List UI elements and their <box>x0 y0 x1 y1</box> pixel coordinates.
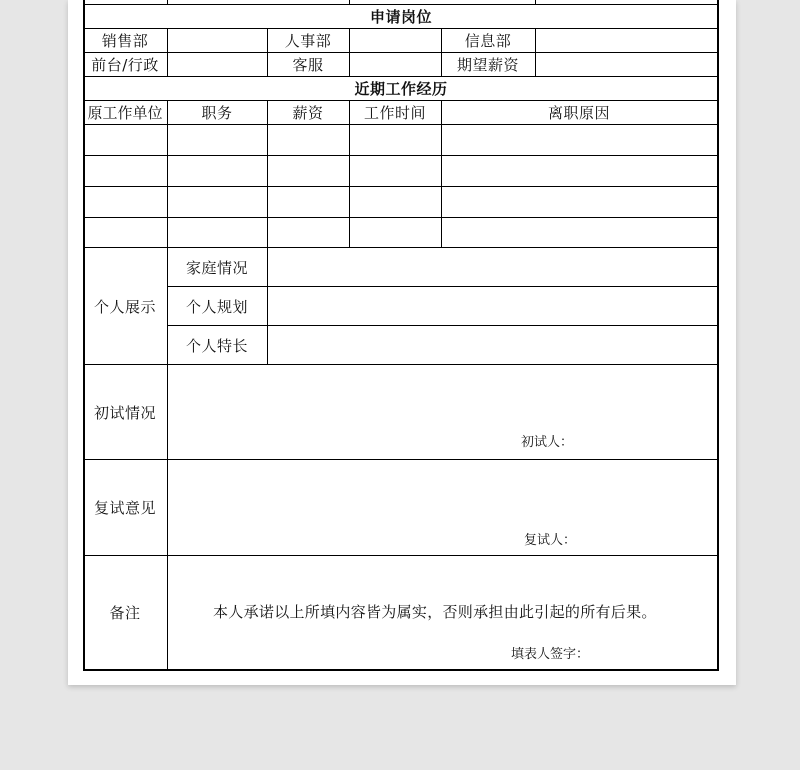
position-sales: 销售部 <box>101 32 149 50</box>
position-it: 信息部 <box>464 32 512 50</box>
application-form-table <box>83 0 719 671</box>
personal-strengths-label: 个人特长 <box>185 336 248 355</box>
applicant-declaration: 本人承诺以上所填内容皆为属实，否则承担由此引起的所有后果。 <box>213 603 657 621</box>
position-customer-service: 客服 <box>292 56 324 74</box>
header-work-period: 工作时间 <box>363 104 426 122</box>
expected-salary-label: 期望薪资 <box>456 56 519 74</box>
first-interviewer-signature-label: 初试人： <box>521 435 574 450</box>
family-situation-label: 家庭情况 <box>185 258 248 277</box>
header-salary: 薪资 <box>292 104 324 122</box>
section-title-position: 申请岗位 <box>369 8 432 26</box>
personal-display-label: 个人展示 <box>93 297 156 316</box>
remarks-label: 备注 <box>109 603 141 622</box>
applicant-signature-label: 填表人签字： <box>511 647 590 662</box>
personal-plan-label: 个人规划 <box>185 297 248 316</box>
second-interview-label: 复试意见 <box>93 499 156 517</box>
position-front-desk: 前台/行政 <box>91 56 159 74</box>
section-title-experience: 近期工作经历 <box>354 80 448 98</box>
second-interviewer-signature-label: 复试人： <box>524 533 577 548</box>
position-hr: 人事部 <box>284 32 332 50</box>
first-interview-label: 初试情况 <box>93 403 156 422</box>
header-previous-employer: 原工作单位 <box>87 104 163 122</box>
header-job-title: 职务 <box>201 104 233 122</box>
header-leaving-reason: 离职原因 <box>547 104 610 122</box>
